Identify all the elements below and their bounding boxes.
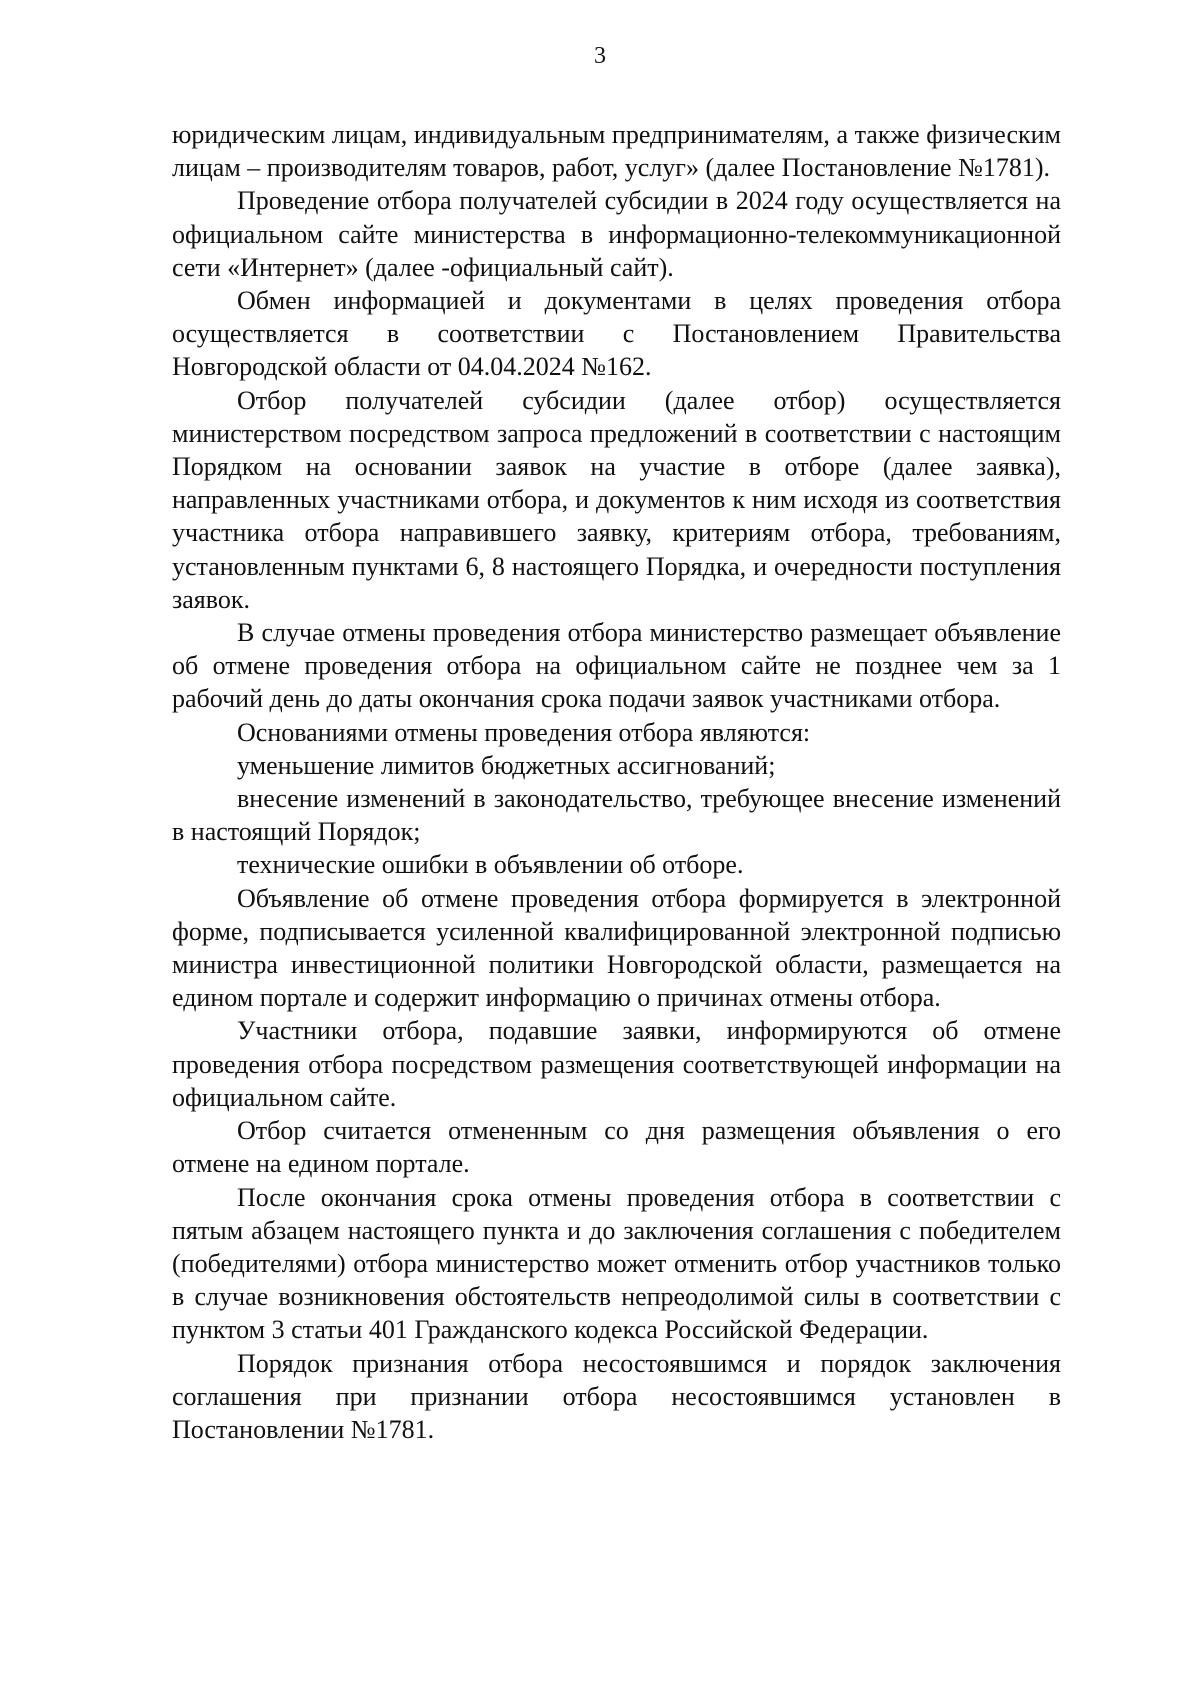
paragraph-selection-venue: Проведение отбора получателей субсидии в 2024 году осуществляется на официальном сайте министерства в информационно-телекоммуникационной сети «Интернет» (далее -официальный сайт).	[172, 186, 1061, 282]
paragraph-continuation: юридическим лицам, индивидуальным предпринимателям, а также физическим лицам – производителям товаров, работ, услуг» (далее Постановление №1781).	[172, 120, 1061, 183]
paragraph-selection-method: Отбор получателей субсидии (далее отбор) осуществляется министерством посредством запроса предложений в соответствии с настоящим Порядком на основании заявок на участие в отборе (далее заявка), направленных участниками отбора, и документов к ним исходя из соответствия участника отбора направившего заявку, критериям отбора, требованиям, установленным пунктами 6, 8 настоящего Порядка, и очередности поступления заявок.	[172, 385, 1061, 614]
paragraph-cancellation-notice: В случае отмены проведения отбора министерство размещает объявление об отмене проведения отбора на официальном сайте не позднее чем за 1 рабочий день до даты окончания срока подачи заявок участниками отбора.	[172, 618, 1061, 714]
paragraph-failed-selection: Порядок признания отбора несостоявшимся и порядок заключения соглашения при признании отбора несостоявшимся установлен в Постановлении №1781.	[172, 1348, 1061, 1444]
list-item-legislation-changes: внесение изменений в законодательство, требующее внесение изменений в настоящий Порядок;	[172, 784, 1061, 847]
list-item-limit-reduction: уменьшение лимитов бюджетных ассигнований;	[237, 750, 776, 780]
page-number: 3	[594, 43, 606, 69]
paragraph-information-exchange: Обмен информацией и документами в целях проведения отбора осуществляется в соответствии с Постановлением Правительства Новгородской области от 04.04.2024 №162.	[172, 286, 1061, 382]
paragraph-cancellation-form: Объявление об отмене проведения отбора формируется в электронной форме, подписывается усиленной квалифицированной электронной подписью министра инвестиционной политики Новгородской области, размещается на едином портале и содержит информацию о причинах отмены отбора.	[172, 883, 1061, 1013]
paragraph-force-majeure: После окончания срока отмены проведения отбора в соответствии с пятым абзацем настоящего пункта и до заключения соглашения с победителем (победителями) отбора министерство может отменить отбор участников только в случае возникновения обстоятельств непреодолимой силы в соответствии с пунктом 3 статьи 401 Гражданского кодекса Российской Федерации.	[172, 1182, 1061, 1345]
document-body	[172, 118, 1061, 1446]
paragraph-cancellation-effective: Отбор считается отмененным со дня размещения объявления о его отмене на едином портале.	[172, 1116, 1061, 1179]
paragraph-cancellation-grounds: Основаниями отмены проведения отбора являются:	[237, 717, 811, 747]
paragraph-participants-informed: Участники отбора, подавшие заявки, информируются об отмене проведения отбора посредством размещения соответствующей информации на официальном сайте.	[172, 1016, 1061, 1112]
list-item-technical-errors: технические ошибки в объявлении об отборе.	[237, 850, 744, 880]
